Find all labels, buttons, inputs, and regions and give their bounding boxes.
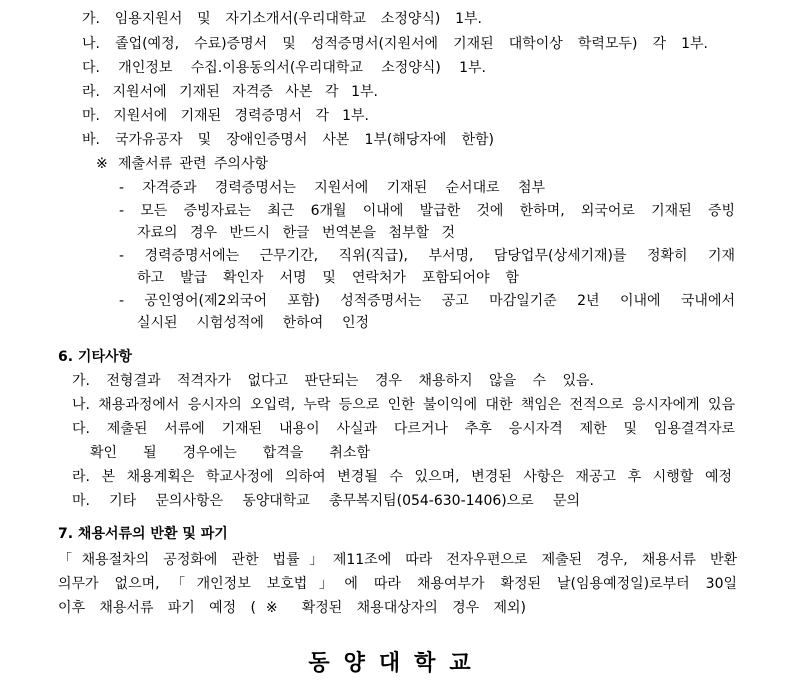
doc-item-ba: 바. 국가유공자 및 장애인증명서 사본 1부(해당자에 한함) [82,132,494,148]
section-6-title: 6. 기타사항 [58,349,133,365]
section-7-line-3: 이후 채용서류 파기 예정 (※ 확정된 채용대상자의 경우 제외) [58,600,526,616]
section-6-item-da-cont: 확인 될 경우에는 합격을 취소함 [90,445,370,461]
section-6-item-ga: 가. 전형결과 적격자가 없다고 판단되는 경우 채용하지 않을 수 있음. [72,373,594,389]
notice-item-4-cont: 실시된 시험성적에 한하여 인정 [137,315,369,331]
doc-item-na: 나. 졸업(예정, 수료)증명서 및 성적증명서(지원서에 기재된 대학이상 학력모두) 각 1부. [82,36,708,52]
notice-item-4: - 공인영어(제2외국어 포함) 성적증명서는 공고 마감일기준 2년 이내에 국내에서 [119,293,735,309]
doc-item-da: 다. 개인정보 수집.이용동의서(우리대학교 소정양식) 1부. [82,60,486,76]
section-7-line-1: 「채용절차의 공정화에 관한 법률」제11조에 따라 전자우편으로 제출된 경우, 채용서류 반환 [58,552,737,568]
doc-item-ra: 라. 지원서에 기재된 자격증 사본 각 1부. [82,84,378,100]
section-6-item-da: 다. 제출된 서류에 기재된 내용이 사실과 다르거나 추후 응시자격 제한 및 임용결격자로 [72,421,735,437]
notice-title: ※ 제출서류 관련 주의사항 [96,156,268,172]
section-6-item-na: 나. 채용과정에서 응시자의 오입력, 누락 등으로 인한 불이익에 대한 책임은 전적으로 응시자에게 있음 [72,397,735,413]
university-name: 동양대학교 [308,651,485,676]
notice-item-2: - 모든 증빙자료는 최근 6개월 이내에 발급한 것에 한하며, 외국어로 기재된 증빙 [119,203,735,219]
doc-item-ma: 마. 지원서에 기재된 경력증명서 각 1부. [82,108,369,124]
section-7-title: 7. 채용서류의 반환 및 파기 [58,526,228,542]
notice-item-1: - 자격증과 경력증명서는 지원서에 기재된 순서대로 첨부 [119,180,545,196]
doc-item-ga: 가. 임용지원서 및 자기소개서(우리대학교 소정양식) 1부. [82,11,482,27]
notice-item-3: - 경력증명서에는 근무기간, 직위(직급), 부서명, 담당업무(상세기재)를 정확히 기재 [119,248,735,264]
section-7-line-2: 의무가 없으며,「개인정보 보호법」에 따라 채용여부가 확정된 날(임용예정일)로부터 30일 [58,576,737,592]
notice-item-2-cont: 자료의 경우 반드시 한글 번역본을 첨부할 것 [137,225,455,241]
notice-item-3-cont: 하고 발급 확인자 서명 및 연락처가 포함되어야 함 [137,270,519,286]
section-6-item-ma: 마. 기타 문의사항은 동양대학교 총무복지팀(054-630-1406)으로 문의 [72,493,580,509]
section-6-item-ra: 라. 본 채용계획은 학교사정에 의하여 변경될 수 있으며, 변경된 사항은 재공고 후 시행할 예정 [72,469,732,485]
